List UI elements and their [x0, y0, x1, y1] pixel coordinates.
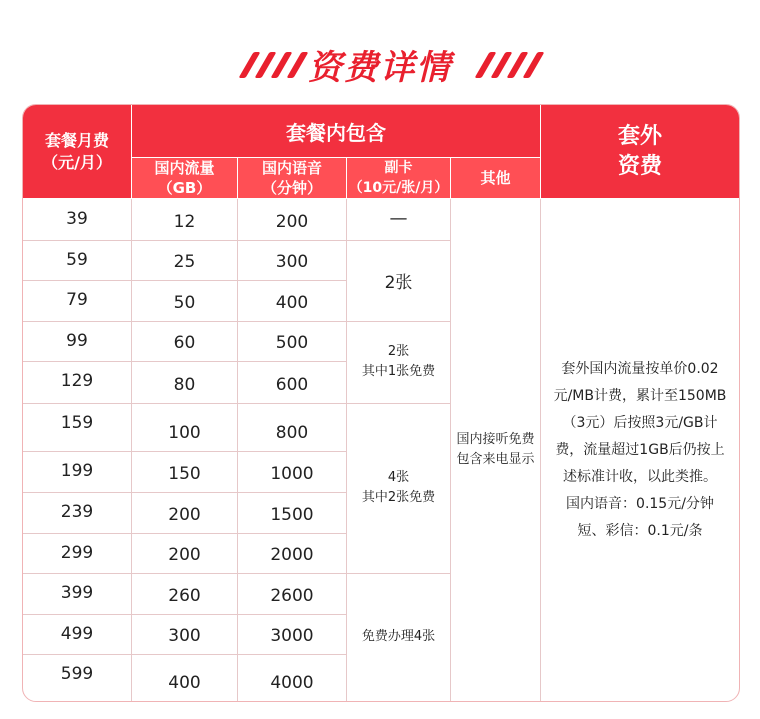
secondary-card-159-299: 4张 其中2张免费 [361, 469, 436, 505]
row-fee: 239 [60, 502, 94, 522]
row-voice: 300 [275, 252, 309, 272]
row-fee: 199 [60, 461, 94, 481]
row-fee: 299 [60, 543, 94, 563]
row-data: 300 [168, 626, 201, 646]
secondary-card-39: — [389, 208, 408, 229]
row-fee: 399 [60, 583, 94, 603]
row-fee: 499 [60, 624, 94, 644]
group-divider [347, 321, 450, 322]
row-voice: 600 [275, 375, 309, 395]
outside-fees: 套外国内流量按单价0.02元/MB计费，累计至150MB（3元）后按照3元/GB计费，流量超过1GB后仍按上述标准计收，以此类推。 国内语音：0.15元/分钟 短、彩信：0.1元/条 [553, 360, 727, 539]
group-divider [347, 573, 450, 574]
row-data: 100 [168, 423, 201, 443]
row-data: 200 [168, 505, 201, 525]
row-data: 150 [168, 464, 201, 484]
other-benefits: 国内接听免费 包含来电显示 [456, 432, 535, 467]
row-data: 80 [173, 375, 196, 395]
group-divider [347, 240, 450, 241]
row-data: 400 [168, 673, 201, 693]
header-monthly-fee: 套餐月费 （元/月） [23, 105, 131, 198]
col-divider [346, 199, 347, 701]
row-voice: 1500 [270, 505, 314, 525]
header-domestic-data: 国内流量 （GB） [132, 158, 237, 198]
row-voice: 1000 [270, 464, 314, 484]
row-voice: 800 [275, 423, 309, 443]
row-voice: 4000 [270, 673, 314, 693]
secondary-card-59-79: 2张 [384, 272, 413, 293]
header-divider [540, 105, 541, 198]
row-fee: 39 [66, 209, 88, 229]
header-divider [131, 105, 132, 198]
header-included: 套餐内包含 [132, 105, 540, 157]
header-other: 其他 [451, 158, 540, 198]
page-title: 资费详情 [308, 48, 452, 88]
row-voice: 200 [275, 212, 309, 232]
title-area [0, 30, 760, 100]
row-fee: 99 [66, 331, 88, 351]
header-secondary-card: 副卡 （10元/张/月） [348, 160, 449, 196]
header-outside: 套外 资费 [541, 105, 739, 198]
col-divider [540, 199, 541, 701]
row-fee: 129 [60, 371, 94, 391]
tariff-table [22, 104, 740, 702]
row-data: 60 [173, 333, 196, 353]
row-data: 260 [168, 586, 201, 606]
row-voice: 2600 [270, 586, 314, 606]
row-fee: 79 [66, 290, 88, 310]
col-divider [450, 199, 451, 701]
row-fee: 59 [66, 250, 88, 270]
row-data: 25 [173, 252, 196, 272]
row-data: 12 [173, 212, 196, 232]
row-voice: 3000 [270, 626, 314, 646]
row-voice: 2000 [270, 545, 314, 565]
row-data: 200 [168, 545, 201, 565]
group-divider [347, 403, 450, 404]
secondary-card-99-129: 2张 其中1张免费 [361, 343, 436, 379]
row-voice: 500 [275, 333, 309, 353]
row-voice: 400 [275, 293, 309, 313]
header-domestic-voice: 国内语音 （分钟） [238, 158, 346, 198]
row-fee: 159 [60, 413, 94, 433]
row-fee: 599 [60, 664, 94, 684]
secondary-card-399-599: 免费办理4张 [361, 629, 436, 644]
row-data: 50 [173, 293, 196, 313]
